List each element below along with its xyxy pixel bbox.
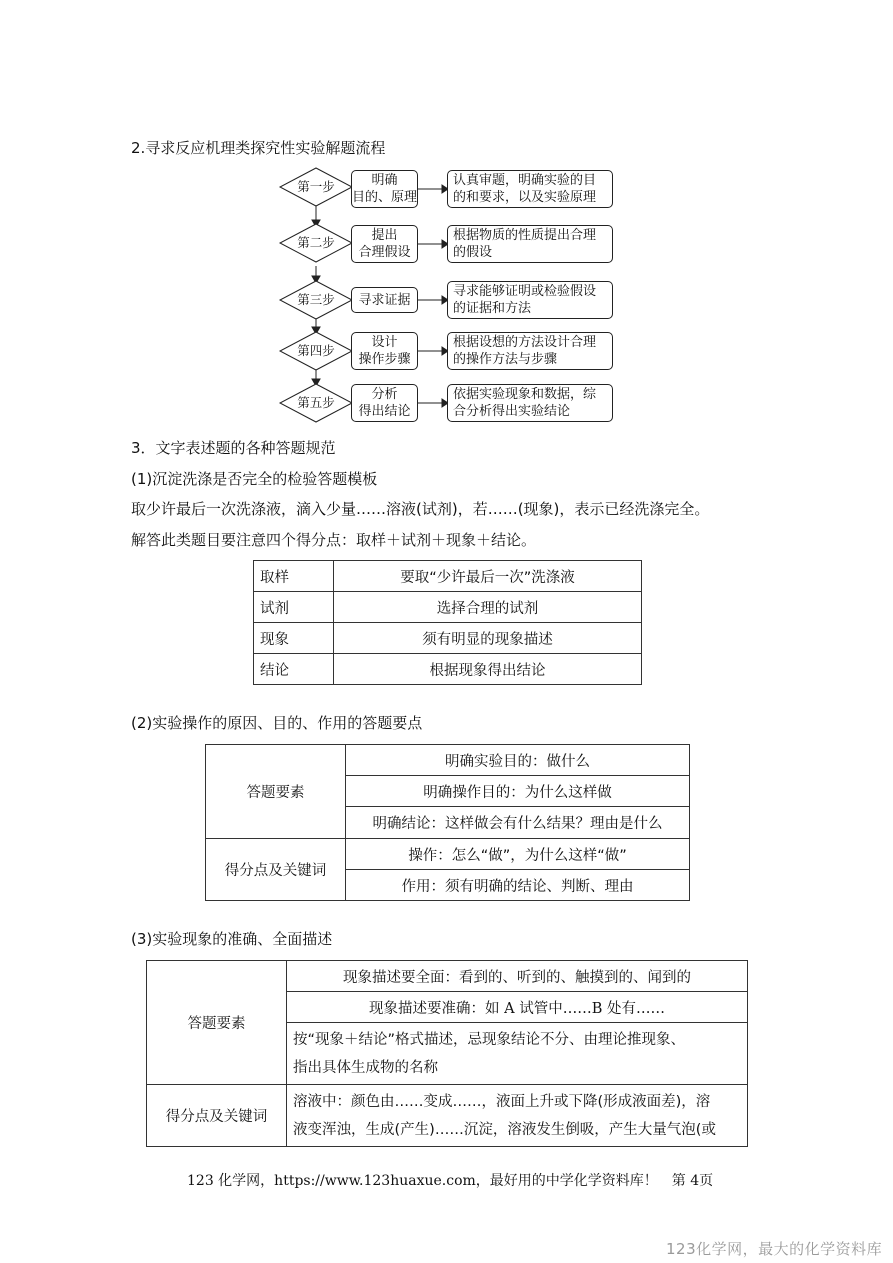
table-cell-value: 作用：须有明确的结论、判断、理由: [346, 870, 690, 901]
page-footer: 123 化学网，https://www.123huaxue.com，最好用的中学化学资料库！ 第 4页: [187, 1173, 714, 1189]
table-row: [147, 1085, 748, 1147]
table-group-label: 得分点及关键词: [206, 839, 346, 901]
step-1-box: [351, 170, 418, 208]
step-5-desc: [447, 384, 613, 422]
table-cell-value: 要取“少许最后一次”洗涤液: [334, 561, 642, 592]
table-cell-value: 明确结论：这样做会有什么结果？理由是什么: [346, 807, 690, 839]
flowchart: [0, 0, 893, 430]
table-cell-key: 现象: [254, 623, 334, 654]
step-4-desc-line: 的操作方法与步骤: [453, 352, 558, 367]
subsection-title-3: (3)实验现象的准确、全面描述: [131, 930, 333, 948]
step-1-desc-line: 认真审题，明确实验的目: [453, 173, 597, 188]
table-row: [206, 745, 690, 776]
step-3-desc: [447, 281, 613, 319]
section-title-flow: 2.寻求反应机理类探究性实验解题流程: [131, 139, 386, 157]
step-3-desc-line: 的证据和方法: [453, 301, 532, 316]
subsection-title-1: (1)沉淀洗涤是否完全的检验答题模板: [131, 470, 378, 488]
step-3-box: [351, 287, 418, 313]
step-5-box-line: 分析: [371, 387, 398, 402]
table-cell-value: 明确操作目的：为什么这样做: [346, 776, 690, 807]
table-group-label: 答题要素: [147, 961, 287, 1085]
table-row: [254, 623, 642, 654]
step-2-box-line: 提出: [371, 228, 398, 243]
step-3-box-line: 寻求证据: [358, 292, 411, 308]
step-2-desc-line: 的假设: [453, 245, 493, 260]
step-2-box: [351, 225, 418, 263]
table-cell-key: 结论: [254, 654, 334, 685]
step-1-label: 第一步: [297, 179, 335, 194]
table-cell-value: 现象描述要全面：看到的、听到的、触摸到的、闻到的: [287, 961, 748, 992]
step-1-desc-line: 的和要求，以及实验原理: [453, 190, 597, 205]
step-1-box-line: 明确: [371, 173, 398, 188]
step-5-label: 第五步: [297, 395, 335, 410]
step-1-desc: [447, 170, 613, 208]
step-4-box-line: 设计: [371, 335, 398, 350]
step-2-box-line: 合理假设: [358, 245, 411, 260]
paragraph-line: 解答此类题目要注意四个得分点：取样＋试剂＋现象＋结论。: [131, 531, 537, 549]
table-cell-line: 溶液中：颜色由……变成……，液面上升或下降(形成液面差)，溶: [293, 1093, 711, 1110]
table-row: [254, 654, 642, 685]
table-cell-value: 须有明显的现象描述: [334, 623, 642, 654]
table-row: [254, 561, 642, 592]
paragraph-line: 取少许最后一次洗涤液，滴入少量……溶液(试剂)，若……(现象)，表示已经洗涤完全。: [131, 500, 710, 518]
table-cell-value: 根据现象得出结论: [334, 654, 642, 685]
watermark: 123化学网，最大的化学资料库: [666, 1240, 883, 1258]
step-5-desc-line: 合分析得出实验结论: [453, 404, 571, 419]
table-cell-value: 现象描述要准确：如 A 试管中……B 处有……: [287, 992, 748, 1023]
table-row: [147, 961, 748, 992]
table-row: [206, 839, 690, 870]
step-5-box-line: 得出结论: [358, 404, 411, 419]
table-cell-key: 试剂: [254, 592, 334, 623]
subsection-title-2: (2)实验操作的原因、目的、作用的答题要点: [131, 714, 423, 732]
step-1-box-line: 目的、原理: [352, 190, 418, 205]
step-3-label: 第三步: [297, 292, 335, 307]
step-5-desc-line: 依据实验现象和数据，综: [453, 387, 597, 402]
step-2-desc: [447, 225, 613, 263]
step-5-box: [351, 384, 418, 422]
step-2-label: 第二步: [297, 235, 335, 250]
section-title-answers: 3．文字表述题的各种答题规范: [131, 439, 336, 457]
step-4-label: 第四步: [297, 343, 335, 358]
table-group-label: 答题要素: [206, 745, 346, 839]
table-cell-value: [287, 1023, 748, 1085]
step-3-desc-line: 寻求能够证明或检验假设: [453, 284, 597, 299]
table-operation-reasons: [205, 744, 690, 901]
step-4-box-line: 操作步骤: [358, 352, 411, 367]
table-cell-value: [287, 1085, 748, 1147]
table-cell-line: 按“现象＋结论”格式描述，忌现象结论不分、由理论推现象、: [293, 1031, 686, 1048]
table-cell-line: 指出具体生成物的名称: [293, 1059, 438, 1076]
table-phenomenon-description: [146, 960, 748, 1147]
table-row: [254, 592, 642, 623]
step-4-desc-line: 根据设想的方法设计合理: [453, 335, 597, 350]
table-cell-value: 选择合理的试剂: [334, 592, 642, 623]
table-group-label: 得分点及关键词: [147, 1085, 287, 1147]
table-cell-key: 取样: [254, 561, 334, 592]
step-2-desc-line: 根据物质的性质提出合理: [453, 228, 597, 243]
table-washing-check: [253, 560, 642, 685]
table-cell-value: 明确实验目的：做什么: [346, 745, 690, 776]
step-4-desc: [447, 332, 613, 370]
table-cell-line: 液变浑浊，生成(产生)……沉淀，溶液发生倒吸，产生大量气泡(或: [293, 1121, 716, 1138]
table-cell-value: 操作：怎么“做”，为什么这样“做”: [346, 839, 690, 870]
step-4-box: [351, 332, 418, 370]
